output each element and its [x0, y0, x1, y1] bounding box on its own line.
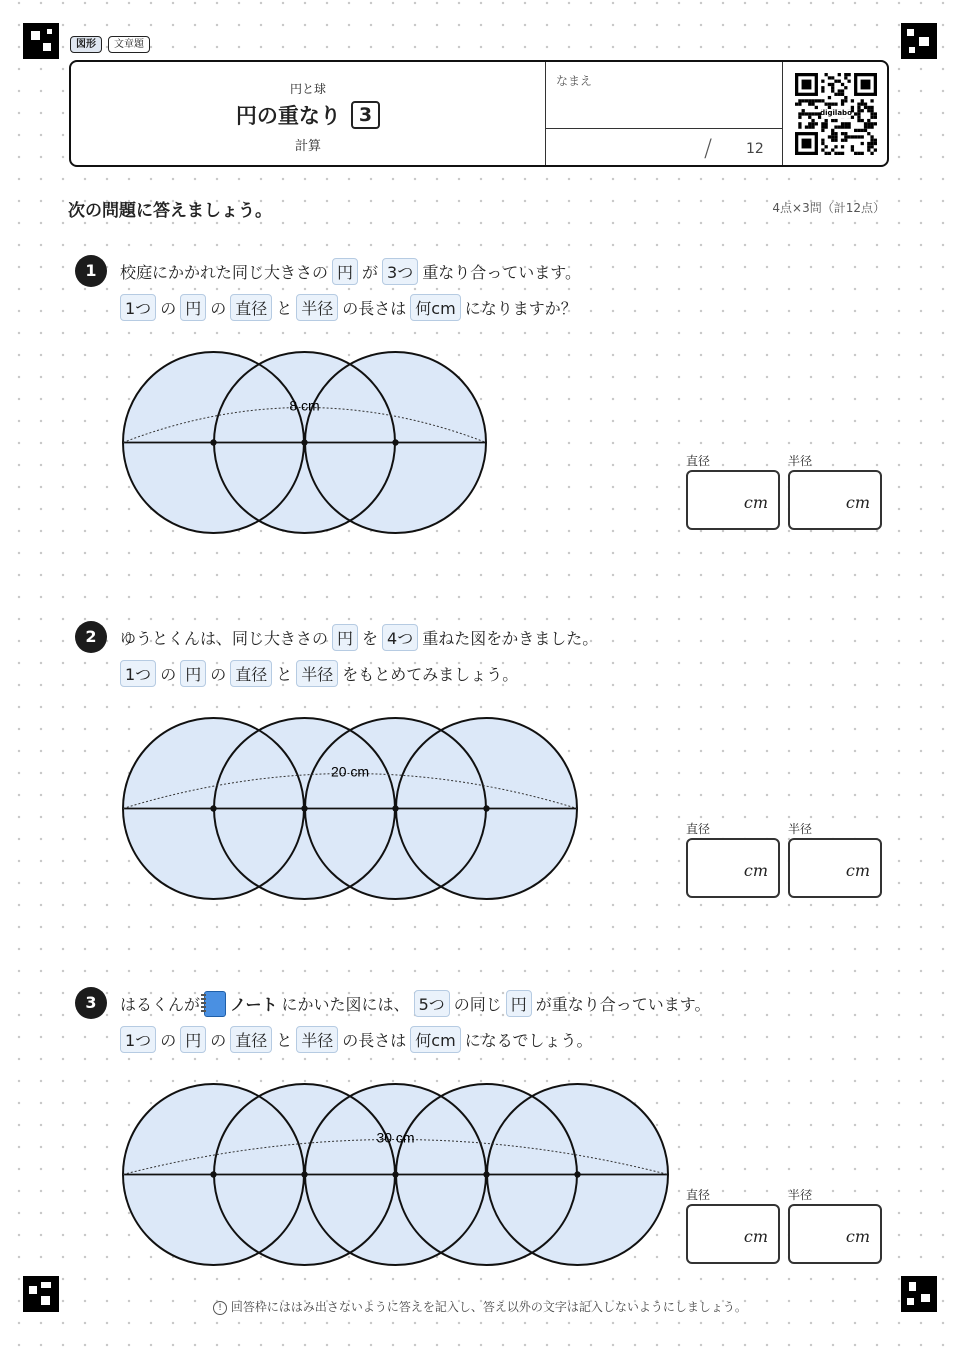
circle-center-dot [210, 439, 216, 445]
diameter-label: 直径 [686, 454, 711, 468]
corner-marker-top-left [23, 23, 59, 59]
highlighted-term: 1つ [120, 1026, 156, 1053]
question-1-text-line-2 [120, 294, 577, 321]
question-2-text-line-1 [120, 624, 598, 651]
unit-label: cm [743, 861, 768, 880]
highlighted-term: 半径 [296, 294, 338, 321]
circle-center-dot [392, 805, 398, 811]
question-text: ゆうとくんは、同じ大きさの [120, 629, 329, 648]
unit-label: cm [845, 861, 870, 880]
qr-label: digilabo [820, 109, 852, 117]
question-text: と [276, 299, 293, 318]
radius-answer-box[interactable] [788, 838, 882, 898]
question-text: と [276, 1031, 293, 1050]
question-text: の [210, 665, 227, 684]
question-text: をもとめてみましょう。 [342, 665, 519, 684]
diameter-label: 直径 [686, 1188, 711, 1202]
unit-label: cm [743, 493, 768, 512]
highlighted-term: 4つ [382, 624, 418, 651]
notebook-icon [204, 991, 226, 1017]
question-number-1: 1 [75, 255, 107, 287]
overlapping-circles-figure-2 [121, 716, 579, 901]
points-info: 4点×3問（計12点） [772, 201, 885, 215]
score-slash: / [704, 134, 713, 162]
title-block [71, 62, 545, 165]
radius-answer-box[interactable] [788, 470, 882, 530]
question-text: の同じ [453, 995, 502, 1014]
circle-center-dot [574, 1171, 580, 1177]
corner-marker-top-right [901, 23, 937, 59]
question-text: 重なり合っています。 [422, 263, 581, 282]
question-number-2: 2 [75, 621, 107, 653]
instructions: 次の問題に答えましょう。 [68, 201, 272, 221]
unit-subtitle: 円と球 [289, 82, 326, 96]
question-text: にかいた図には、 [281, 995, 410, 1014]
circle-center-dot [210, 1171, 216, 1177]
highlighted-term: 直径 [230, 1026, 272, 1053]
unit-label: cm [845, 493, 870, 512]
divider [546, 128, 782, 129]
question-text: の [210, 1031, 227, 1050]
radius-label: 半径 [788, 822, 813, 836]
radius-label: 半径 [788, 454, 813, 468]
info-icon: ! [213, 1301, 227, 1315]
question-text: の [160, 665, 177, 684]
qr-code-icon [795, 73, 877, 155]
worksheet-header [69, 60, 889, 167]
circle-center-dot [483, 805, 489, 811]
diameter-answer-box[interactable] [686, 470, 780, 530]
question-text: 校庭にかかれた同じ大きさの [120, 263, 329, 282]
overlapping-circles-figure-1 [121, 350, 488, 535]
question-text: の [160, 299, 177, 318]
question-text: 重ねた図をかきました。 [422, 629, 599, 648]
question-text: を [362, 629, 379, 648]
question-text: が重なり合っています。 [535, 995, 711, 1014]
highlighted-term: 円 [180, 660, 206, 687]
overlapping-circles-figure-3 [121, 1082, 670, 1267]
question-text: の長さは [342, 1031, 407, 1050]
question-number-3: 3 [75, 987, 107, 1019]
unit-label: cm [845, 1227, 870, 1246]
circle-center-dot [392, 1171, 398, 1177]
question-text: の [160, 1031, 177, 1050]
highlighted-term: 1つ [120, 660, 156, 687]
question-text: になるでしょう。 [464, 1031, 593, 1050]
highlighted-term: 3つ [382, 258, 418, 285]
length-label: 20 cm [330, 763, 370, 779]
unit-label: cm [743, 1227, 768, 1246]
category-label: 計算 [294, 139, 321, 154]
question-1-text-line-1 [120, 258, 581, 285]
circle-center-dot [392, 439, 398, 445]
highlighted-term: 直径 [230, 660, 272, 687]
circle-center-dot [301, 805, 307, 811]
question-text: の [210, 299, 227, 318]
highlighted-term: 円 [332, 258, 358, 285]
highlighted-term: 1つ [120, 294, 156, 321]
question-3-text-line-2 [120, 1026, 593, 1053]
highlighted-term: 直径 [230, 294, 272, 321]
question-text: ノート [230, 995, 278, 1014]
highlighted-term: 何cm [410, 1026, 460, 1053]
question-2-text-line-2 [120, 660, 518, 687]
name-label: なまえ [556, 74, 593, 88]
diameter-label: 直径 [686, 822, 711, 836]
question-text: が [362, 263, 379, 282]
highlighted-term: 半径 [296, 1026, 338, 1053]
length-label: 30 cm [376, 1129, 415, 1145]
diameter-answer-box[interactable] [686, 1204, 780, 1264]
total-score: 12 [746, 141, 764, 157]
question-3-text-line-1 [120, 990, 711, 1017]
question-text: はるくんが [120, 995, 201, 1014]
highlighted-term: 円 [180, 1026, 206, 1053]
footer-text: 回答枠にははみ出さないように答えを記入し、答え以外の文字は記入しないようにしましょう。 [230, 1300, 747, 1314]
highlighted-term: 半径 [296, 660, 338, 687]
circle-center-dot [301, 1171, 307, 1177]
radius-answer-box[interactable] [788, 1204, 882, 1264]
highlighted-term: 何cm [410, 294, 460, 321]
diameter-answer-box[interactable] [686, 838, 780, 898]
name-score-block [545, 62, 783, 165]
circle-center-dot [483, 1171, 489, 1177]
highlighted-term: 円 [332, 624, 358, 651]
question-text: と [276, 665, 293, 684]
tag-list [70, 36, 150, 53]
circle-center-dot [210, 805, 216, 811]
length-label: 8 cm [289, 397, 320, 413]
question-text: の長さは [342, 299, 407, 318]
footer-note [0, 1298, 960, 1315]
circle-center-dot [301, 439, 307, 445]
page-title [71, 100, 545, 130]
title-text: 円の重なり [235, 104, 341, 128]
radius-label: 半径 [788, 1188, 813, 1202]
highlighted-term: 5つ [414, 990, 450, 1017]
highlighted-term: 円 [506, 990, 532, 1017]
question-text: になりますか？ [464, 299, 577, 318]
tag-word-problem: 文章題 [108, 36, 150, 53]
sheet-number: 3 [351, 101, 380, 129]
tag-figure: 図形 [70, 36, 102, 53]
highlighted-term: 円 [180, 294, 206, 321]
